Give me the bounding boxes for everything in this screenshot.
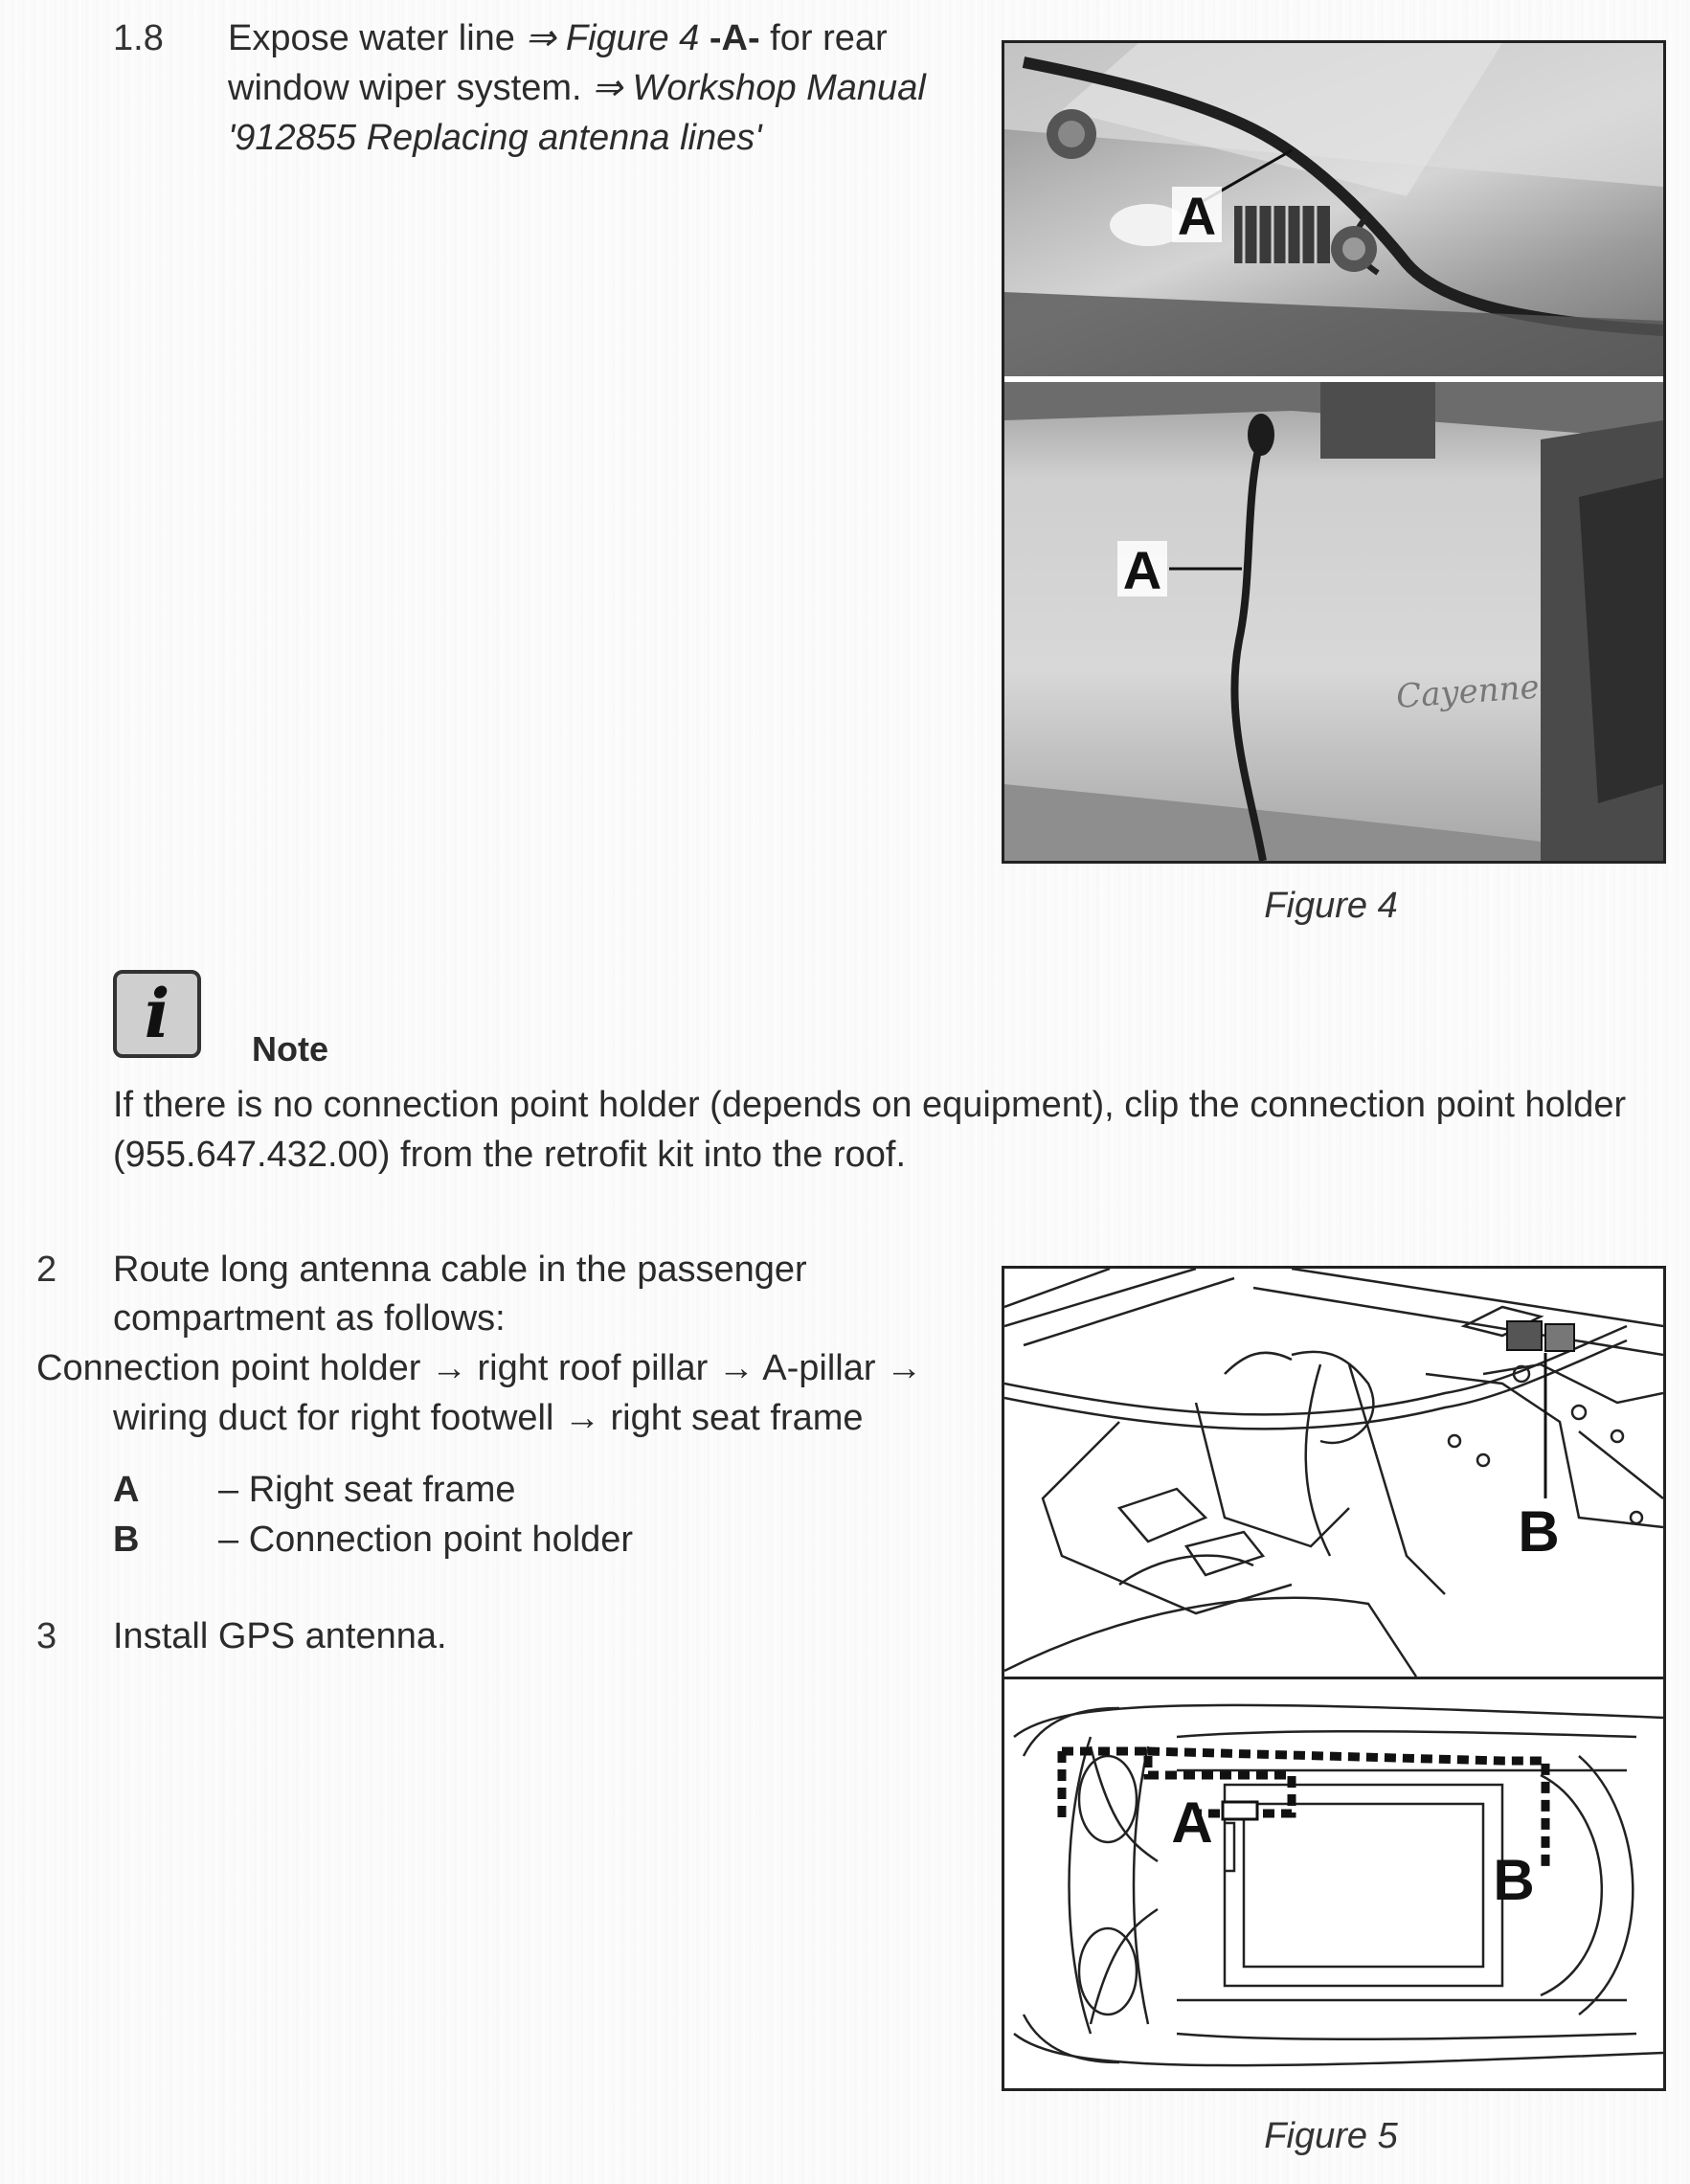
figure-5-label-b-top: B xyxy=(1518,1499,1560,1564)
step-3-text: Install GPS antenna. xyxy=(113,1616,447,1656)
legend-desc-b: – Connection point holder xyxy=(218,1520,634,1560)
step-2-line-3: Connection point holder → right roof pillar → A-pillar → xyxy=(36,1348,923,1388)
figure-4-reference[interactable]: ⇒ Figure 4 xyxy=(525,18,700,58)
step-number: 3 xyxy=(36,1616,57,1656)
cayenne-script-logo: Cayenne xyxy=(1394,667,1541,716)
legend-key-b: B xyxy=(113,1520,140,1560)
note-title: Note xyxy=(252,1029,328,1069)
vehicle-top-view-cable-route xyxy=(1004,1679,1663,2088)
figure-5 xyxy=(1002,1266,1666,2091)
roof-pillar-line-drawing xyxy=(1004,1269,1663,1677)
note-body xyxy=(113,1080,1664,1180)
figure-4-label-a-top: A xyxy=(1177,186,1217,246)
step-number: 2 xyxy=(36,1250,57,1290)
legend-key-a: A xyxy=(113,1470,140,1510)
figure-5-top-drawing xyxy=(1004,1269,1663,1677)
info-icon: i xyxy=(113,970,201,1058)
note-line-2: (955.647.432.00) from the retrofit kit into the roof. xyxy=(113,1135,907,1175)
step-1-8-line-1: Expose water line ⇒ Figure 4 -A- for rear xyxy=(228,18,888,58)
figure-5-label-b: B xyxy=(1493,1848,1535,1912)
step-1-8-line-2: window wiper system. ⇒ Workshop Manual xyxy=(228,68,926,108)
figure-4 xyxy=(1002,40,1666,864)
step-number: 1.8 xyxy=(113,18,164,58)
figure-4-label-a-bottom: A xyxy=(1122,540,1162,600)
workshop-manual-title[interactable]: '912855 Replacing antenna lines' xyxy=(228,118,762,158)
tailgate-wiring-illustration xyxy=(1004,43,1663,376)
note-line-1: If there is no connection point holder (depends on equipment), clip the connection point holder xyxy=(113,1085,1627,1125)
step-2-line-4: wiring duct for right footwell → right seat frame xyxy=(113,1398,864,1438)
workshop-manual-reference[interactable]: ⇒ Workshop Manual xyxy=(592,68,926,108)
step-1-8-text xyxy=(228,13,956,163)
figure-4-top-photo xyxy=(1004,43,1663,376)
figure-5-label-a: A xyxy=(1171,1790,1213,1855)
step-2-line-1: Route long antenna cable in the passenger xyxy=(113,1250,807,1290)
figure-4-bottom-photo xyxy=(1004,382,1663,861)
figure-5-caption: Figure 5 xyxy=(1264,2116,1398,2156)
figure-5-bottom-drawing xyxy=(1004,1679,1663,2088)
rear-headliner-illustration xyxy=(1004,382,1663,861)
step-2-line-2: compartment as follows: xyxy=(113,1298,506,1339)
figure-4-caption: Figure 4 xyxy=(1264,886,1398,926)
legend-desc-a: – Right seat frame xyxy=(218,1470,516,1510)
